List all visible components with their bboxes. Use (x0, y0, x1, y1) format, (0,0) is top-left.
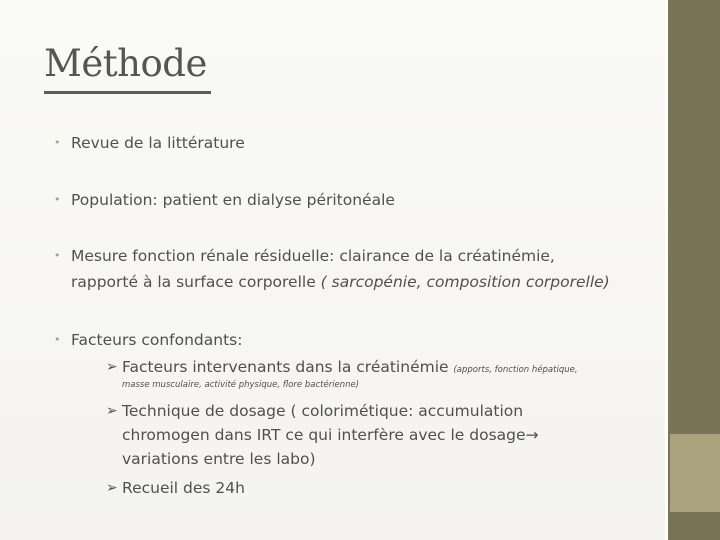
arrow-bullet-icon: ➢ (106, 403, 118, 419)
slide-title: Méthode (44, 42, 207, 85)
title-underline (44, 91, 211, 94)
bullet-dot-icon: • (54, 193, 61, 206)
sub-item-text: Facteurs intervenants dans la créatinémie (122, 358, 454, 376)
bullet-dot-icon: • (54, 249, 61, 262)
bullet-text: Facteurs confondants: (71, 331, 243, 349)
side-band-gap (665, 0, 668, 540)
bullet-text-italic: ( sarcopénie, composition corporelle) (320, 273, 610, 291)
sub-item-text: variations entre les labo) (122, 450, 316, 468)
right-arrow-icon: → (525, 426, 539, 444)
bullet-text-plain: rapporté à la surface corporelle (71, 273, 321, 291)
arrow-bullet-icon: ➢ (106, 359, 118, 375)
sub-item-text: Technique de dosage ( colorimétique: accumulation (122, 402, 524, 420)
arrow-bullet-icon: ➢ (106, 480, 118, 496)
sub-item-small-text: (apports, fonction hépatique, (453, 365, 578, 375)
side-band-accent (670, 434, 720, 512)
bullet-text: Revue de la littérature (71, 134, 245, 152)
bullet-dot-icon: • (54, 333, 61, 346)
sub-item-text: Recueil des 24h (122, 479, 245, 497)
sub-item-small-text: masse musculaire, activité physique, flore bactérienne) (122, 380, 360, 390)
bullet-dot-icon: • (54, 136, 61, 149)
bullet-text: Mesure fonction rénale résiduelle: clairance de la créatinémie, (71, 247, 555, 265)
bullet-text: Population: patient en dialyse péritonéale (71, 191, 395, 209)
sub-item-text: chromogen dans IRT ce qui interfère avec le dosage (122, 426, 526, 444)
